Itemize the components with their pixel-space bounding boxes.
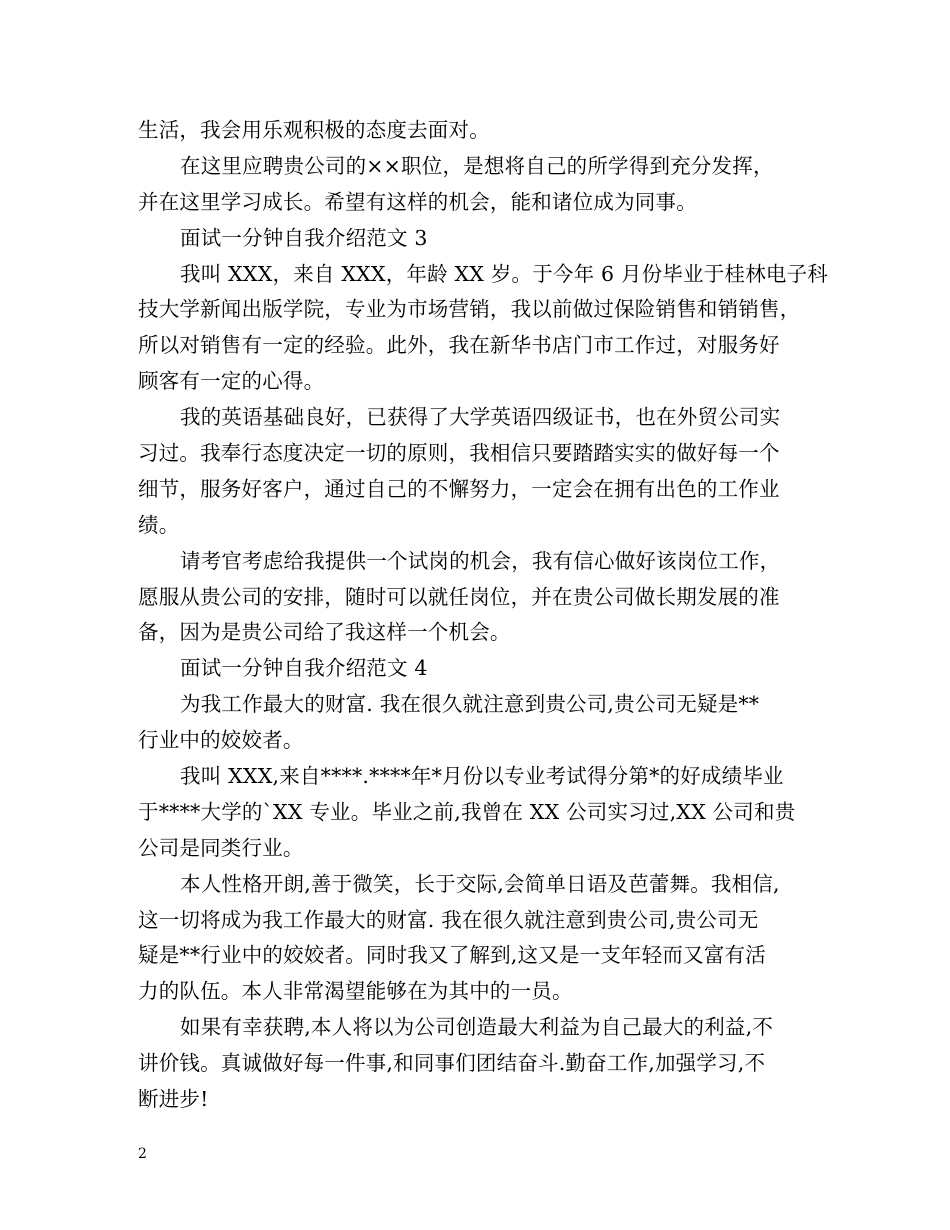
text-line: 公司是同类行业。: [138, 835, 304, 860]
text-line: 为我工作最大的财富. 我在很久就注意到贵公司,贵公司无疑是**: [180, 692, 760, 717]
text-line: 讲价钱。真诚做好每一件事,和同事们团结奋斗.勤奋工作,加强学习,不: [138, 1051, 766, 1076]
text-line: 我的英语基础良好，已获得了大学英语四级证书，也在外贸公司实: [180, 405, 781, 430]
text-line: 在这里应聘贵公司的××职位，是想将自己的所学得到充分发挥，: [180, 153, 774, 178]
text-line: 所以对销售有一定的经验。此外，我在新华书店门市工作过，对服务好: [138, 333, 780, 358]
text-line: 如果有幸获聘,本人将以为公司创造最大利益为自己最大的利益,不: [180, 1015, 774, 1040]
section-heading: 面试一分钟自我介绍范文 3: [180, 225, 428, 250]
text-line: 习过。我奉行态度决定一切的原则，我相信只要踏踏实实的做好每一个: [138, 441, 780, 466]
text-line: 本人性格开朗,善于微笑，长于交际,会简单日语及芭蕾舞。我相信,: [180, 871, 780, 896]
text-line: 生活，我会用乐观积极的态度去面对。: [138, 118, 490, 142]
text-line: 于****大学的`XX 专业。毕业之前,我曾在 XX 公司实习过,XX 公司和贵: [138, 799, 796, 824]
text-line: 并在这里学习成长。希望有这样的机会，能和诸位成为同事。: [138, 189, 697, 214]
text-line: 备，因为是贵公司给了我这样一个机会。: [138, 620, 511, 645]
text-line: 力的队伍。本人非常渴望能够在为其中的一员。: [138, 979, 573, 1004]
section-heading: 面试一分钟自我介绍范文 4: [180, 656, 428, 681]
text-line: 疑是**行业中的姣姣者。同时我又了解到,这又是一支年轻而又富有活: [138, 943, 766, 968]
text-line: 细节，服务好客户，通过自己的不懈努力，一定会在拥有出色的工作业: [138, 476, 780, 501]
text-line: 绩。: [138, 512, 180, 537]
text-line: 顾客有一定的心得。: [138, 369, 325, 394]
page-number: 2: [138, 1146, 147, 1162]
text-line: 请考官考虑给我提供一个试岗的机会，我有信心做好该岗位工作，: [180, 548, 781, 573]
text-line: 我叫 XXX,来自****.****年*月份以专业考试得分第*的好成绩毕业: [180, 764, 784, 789]
text-line: 这一切将成为我工作最大的财富. 我在很久就注意到贵公司,贵公司无: [138, 907, 759, 932]
text-line: 断进步!: [138, 1087, 209, 1112]
text-line: 技大学新闻出版学院，专业为市场营销，我以前做过保险销售和销销售，: [138, 297, 801, 322]
document-body: [138, 113, 828, 1118]
text-line: 愿服从贵公司的安排，随时可以就任岗位，并在贵公司做长期发展的准: [138, 584, 780, 609]
text-line: 我叫 XXX，来自 XXX，年龄 XX 岁。于今年 6 月份毕业于桂林电子科: [180, 261, 828, 286]
text-line: 行业中的姣姣者。: [138, 728, 304, 753]
